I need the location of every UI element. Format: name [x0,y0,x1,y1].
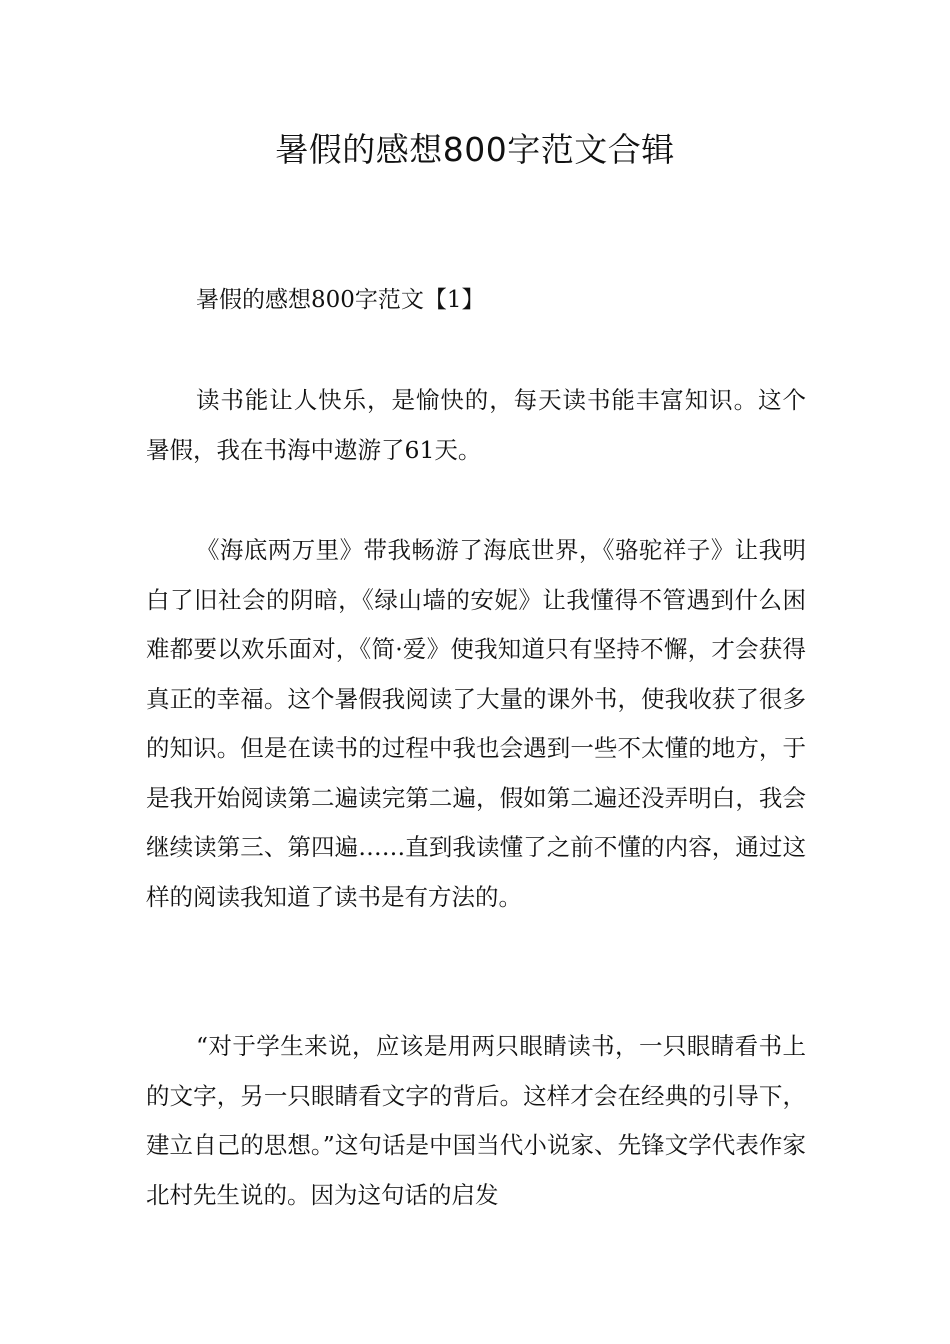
paragraph: 《海底两万里》带我畅游了海底世界，《骆驼祥子》让我明白了旧社会的阴暗，《绿山墙的安妮》让我懂得不管遇到什么困难都要以欢乐面对，《简·爱》使我知道只有坚持不懈，才会获得真正的幸福。这个暑假我阅读了大量的课外书，使我收获了很多的知识。但是在读书的过程中我也会遇到一些不太懂的地方，于是我开始阅读第二遍读完第二遍，假如第二遍还没弄明白，我会继续读第三、第四遍……直到我读懂了之前不懂的内容，通过这样的阅读我知道了读书是有方法的。 [146,536,806,911]
document-title: 暑假的感想800字范文合辑 [275,130,675,169]
section-heading: 暑假的感想800字范文【1】 [196,287,485,313]
paragraph: 读书能让人快乐，是愉快的，每天读书能丰富知识。这个暑假，我在书海中遨游了61天。 [146,386,806,464]
paragraph: “对于学生来说，应该是用两只眼睛读书，一只眼睛看书上的文字，另一只眼睛看文字的背后。这样才会在经典的引导下，建立自己的思想。”这句话是中国当代小说家、先锋文学代表作家北村先生说的。因为这句话的启发 [146,1032,806,1209]
